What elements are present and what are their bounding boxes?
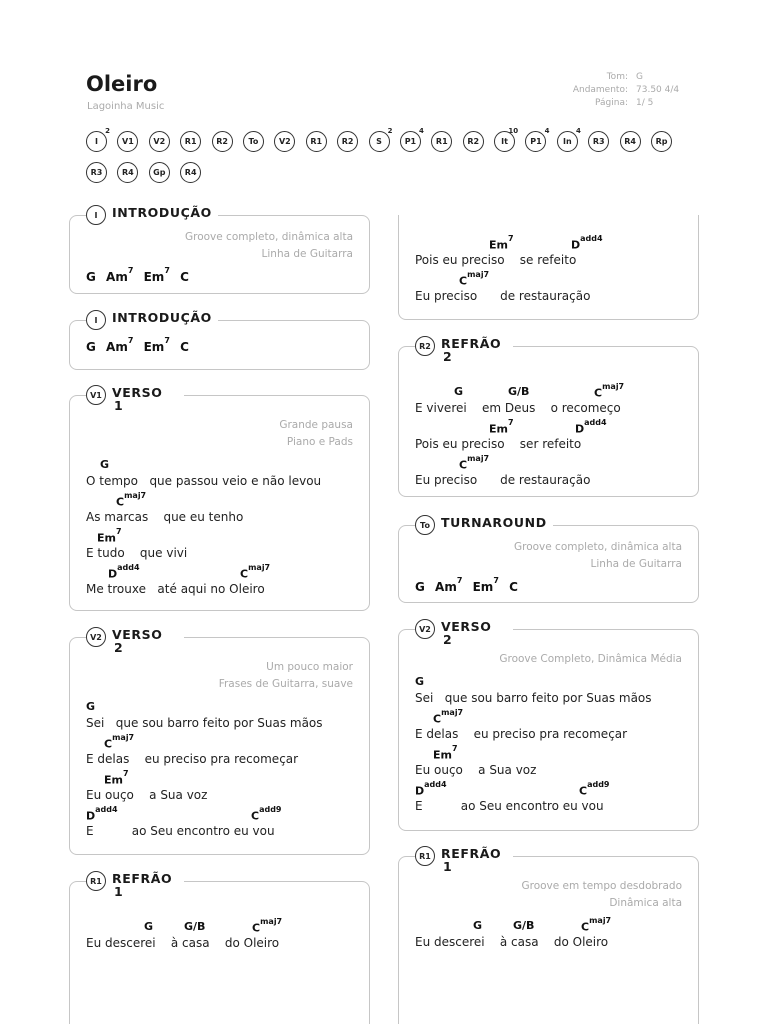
lyric-text: Eu ouço a Sua voz (415, 763, 537, 777)
lyric-text: Eu descerei à casa do Oleiro (415, 935, 609, 949)
section-badge[interactable]: R1 (415, 846, 435, 866)
lyric-line (415, 234, 685, 271)
lyric-line (86, 917, 356, 954)
lyric-text: Pois eu preciso se refeito (415, 253, 577, 267)
section-note-line: Um pouco maior (266, 661, 353, 673)
section-chorus-1-right (398, 846, 699, 1024)
lyric-text: O tempo que passou veio e não levou (86, 474, 322, 488)
song-artist: Lagoinha Music (87, 101, 165, 112)
section-badge[interactable]: I (86, 310, 106, 330)
section-badge[interactable]: I (86, 205, 106, 225)
sequence-chip-p1[interactable]: P1 4 (400, 131, 421, 152)
chord-c-maj7: $C^{maj7}$ (459, 270, 490, 288)
chord-g: G (144, 920, 154, 933)
lyric-text: E ao Seu encontro eu vou (415, 799, 604, 813)
sequence-chip-r1[interactable]: R1 (431, 131, 452, 152)
lyric-text: E ao Seu encontro eu vou (86, 824, 275, 838)
andamento-label: Andamento: (572, 85, 628, 95)
progression-chord: G (86, 270, 96, 284)
lyric-line (415, 270, 685, 307)
section-note-line: Frases de Guitarra, suave (218, 678, 353, 690)
section-number: 2 (443, 349, 453, 364)
sequence-chip-to[interactable]: To (243, 131, 264, 152)
progression-chord: Em$^7$ (472, 576, 499, 594)
sequence-chip-v1[interactable]: V1 (117, 131, 138, 152)
chord-d-add4: $D^{add4}$ (575, 418, 607, 436)
section-turnaround (398, 515, 699, 603)
section-header (86, 628, 184, 654)
section-name: VERSO 2 (441, 619, 492, 647)
section-note-line: Piano e Pads (286, 436, 353, 448)
lyric-text: E delas eu preciso pra recomeçar (86, 752, 299, 766)
section-badge[interactable]: V2 (86, 627, 106, 647)
chord-em-7: Em$^7$ (433, 744, 458, 762)
sequence-chip-p1[interactable]: P1 4 (525, 131, 546, 152)
section-header (86, 386, 184, 412)
section-notes (279, 417, 353, 451)
section-sequence-row-2 (86, 162, 686, 183)
chord-g-b: G/B (508, 385, 530, 398)
section-notes (514, 539, 682, 573)
section-header (86, 872, 184, 898)
chord-c-maj7: $C^{maj7}$ (104, 733, 135, 751)
section-chorus-continued (398, 215, 699, 320)
progression-chord: C (180, 270, 189, 284)
lyric-text: Sei que sou barro feito por Suas mãos (415, 691, 652, 705)
chord-g: G (454, 385, 464, 398)
section-intro-1 (69, 205, 370, 294)
section-badge[interactable]: V2 (415, 619, 435, 639)
lyric-line (415, 744, 685, 781)
sequence-chip-r1[interactable]: R1 (306, 131, 327, 152)
section-chorus-1-left (69, 871, 370, 1024)
chord-c-add9: $C^{add9}$ (251, 805, 282, 823)
sequence-chip-in[interactable]: In 4 (557, 131, 578, 152)
sequence-chip-r2[interactable]: R2 (212, 131, 233, 152)
section-name: INTRODUÇÃO (112, 205, 212, 220)
section-notes (499, 651, 682, 668)
chord-c-maj7: $C^{maj7}$ (459, 454, 490, 472)
tom-value: G (636, 72, 643, 82)
sequence-chip-r4[interactable]: R4 (117, 162, 138, 183)
section-header (415, 516, 553, 535)
lyric-line (86, 458, 356, 492)
section-name: VERSO 1 (112, 385, 163, 413)
section-note-line: Linha de Guitarra (590, 558, 682, 570)
lyric-text: Eu descerei à casa do Oleiro (86, 936, 280, 950)
sequence-chip-s[interactable]: S 2 (369, 131, 390, 152)
section-name: REFRÃO 1 (441, 846, 502, 874)
section-notes (219, 659, 353, 693)
chord-c-maj7: $C^{maj7}$ (116, 491, 147, 509)
chord-c-maj7: $C^{maj7}$ (594, 382, 625, 400)
sequence-chip-v2[interactable]: V2 (149, 131, 170, 152)
lyric-text: Me trouxe até aqui no Oleiro (86, 582, 265, 596)
sequence-chip-i[interactable]: I 2 (86, 131, 107, 152)
section-note-line: Groove completo, dinâmica alta (184, 231, 353, 243)
section-number: 1 (114, 398, 124, 413)
lyric-line (86, 805, 356, 842)
progression-chord: G (86, 340, 96, 354)
section-sequence-row-1 (86, 127, 686, 152)
section-note-line: Grande pausa (279, 419, 353, 431)
lyric-line (415, 418, 685, 455)
section-header (415, 620, 513, 646)
lyric-line (86, 700, 356, 734)
lyric-line (415, 780, 685, 817)
section-badge[interactable]: To (415, 515, 435, 535)
lyric-line (86, 733, 356, 770)
lyric-text: Eu preciso de restauração (415, 289, 591, 303)
chord-progression (86, 336, 189, 354)
section-note-line: Linha de Guitarra (261, 248, 353, 260)
lyric-line (415, 382, 685, 419)
section-header (86, 311, 218, 330)
lyric-text: Sei que sou barro feito por Suas mãos (86, 716, 323, 730)
lyric-line (415, 675, 685, 709)
andamento-value: 73.50 4/4 (636, 85, 680, 95)
section-notes (521, 878, 682, 912)
chord-c-maj7: $C^{maj7}$ (433, 708, 464, 726)
sequence-chip-r2[interactable]: R2 (463, 131, 484, 152)
section-header (86, 206, 218, 225)
section-badge[interactable]: R2 (415, 336, 435, 356)
chord-g: G (415, 675, 425, 688)
chord-em-7: Em$^7$ (97, 527, 122, 545)
song-title: Oleiro (86, 72, 158, 96)
chord-em-7: Em$^7$ (489, 418, 514, 436)
sequence-chip-gp[interactable]: Gp (149, 162, 170, 183)
section-number: 1 (443, 859, 453, 874)
lyric-text: As marcas que eu tenho (86, 510, 244, 524)
progression-chord: Am$^7$ (106, 336, 134, 354)
section-number: 2 (114, 640, 124, 655)
progression-chord: Em$^7$ (143, 336, 170, 354)
chord-progression (86, 266, 189, 284)
lyric-text: E viverei em Deus o recomeço (415, 401, 621, 415)
song-meta-values (636, 71, 716, 110)
section-name: INTRODUÇÃO (112, 310, 212, 325)
sequence-chip-it[interactable]: It 10 (494, 131, 515, 152)
section-verse-2-right (398, 619, 699, 831)
lyric-text: E delas eu preciso pra recomeçar (415, 727, 628, 741)
lyric-line (415, 708, 685, 745)
section-notes (185, 229, 353, 263)
sequence-chip-r4[interactable]: R4 (180, 162, 201, 183)
sequence-chip-r3[interactable]: R3 (588, 131, 609, 152)
sequence-chip-r2[interactable]: R2 (337, 131, 358, 152)
section-verse-1 (69, 385, 370, 611)
sequence-chip-r4[interactable]: R4 (620, 131, 641, 152)
section-note-line: Groove completo, dinâmica alta (513, 541, 682, 553)
pagina-label: Página: (594, 98, 628, 108)
section-name: VERSO 2 (112, 627, 163, 655)
chord-progression (415, 576, 518, 594)
chord-g: G (473, 919, 483, 932)
lyric-line (415, 916, 685, 953)
lyric-text: Pois eu preciso ser refeito (415, 437, 582, 451)
lyric-text: Eu ouço a Sua voz (86, 788, 208, 802)
section-note-line: Dinâmica alta (609, 897, 682, 909)
section-name: REFRÃO 1 (112, 871, 173, 899)
section-intro-2 (69, 310, 370, 370)
lyric-line (86, 491, 356, 528)
progression-chord: Am$^7$ (435, 576, 463, 594)
section-note-line: Groove Completo, Dinâmica Média (499, 653, 682, 665)
progression-chord: C (180, 340, 189, 354)
lyric-line (86, 527, 356, 564)
chord-g: G (100, 458, 110, 471)
tom-label: Tom: (606, 72, 628, 82)
section-verse-2 (69, 627, 370, 855)
section-header (415, 847, 513, 873)
song-meta-labels (560, 71, 628, 110)
chord-c-maj7: $C^{maj7}$ (240, 563, 271, 581)
chord-g-b: G/B (184, 920, 206, 933)
chord-d-add4: $D^{add4}$ (415, 780, 447, 798)
section-badge[interactable]: R1 (86, 871, 106, 891)
chord-d-add4: $D^{add4}$ (86, 805, 118, 823)
progression-chord: Am$^7$ (106, 266, 134, 284)
chord-d-add4: $D^{add4}$ (571, 234, 603, 252)
chord-em-7: Em$^7$ (104, 769, 129, 787)
lyric-line (86, 769, 356, 806)
chord-g-b: G/B (513, 919, 535, 932)
chord-c-maj7: $C^{maj7}$ (581, 916, 612, 934)
chord-c-maj7: $C^{maj7}$ (252, 917, 283, 935)
section-number: 1 (114, 884, 124, 899)
progression-chord: G (415, 580, 425, 594)
chord-d-add4: $D^{add4}$ (108, 563, 140, 581)
section-badge[interactable]: V1 (86, 385, 106, 405)
sequence-chip-r1[interactable]: R1 (180, 131, 201, 152)
progression-chord: C (509, 580, 518, 594)
sequence-chip-r3[interactable]: R3 (86, 162, 107, 183)
chord-g: G (86, 700, 96, 713)
section-header (415, 337, 513, 363)
chord-em-7: Em$^7$ (489, 234, 514, 252)
lyric-line (86, 563, 356, 600)
section-chorus-2 (398, 336, 699, 497)
lyric-line (415, 454, 685, 491)
chord-c-add9: $C^{add9}$ (579, 780, 610, 798)
sequence-chip-v2[interactable]: V2 (274, 131, 295, 152)
lyric-text: E tudo que vivi (86, 546, 188, 560)
section-note-line: Groove em tempo desdobrado (521, 880, 682, 892)
sequence-chip-rp[interactable]: Rp (651, 131, 672, 152)
lyric-text: Eu preciso de restauração (415, 473, 591, 487)
section-name: TURNAROUND (441, 515, 547, 530)
section-number: 2 (443, 632, 453, 647)
section-name: REFRÃO 2 (441, 336, 502, 364)
progression-chord: Em$^7$ (143, 266, 170, 284)
pagina-value: 1/ 5 (636, 98, 654, 108)
